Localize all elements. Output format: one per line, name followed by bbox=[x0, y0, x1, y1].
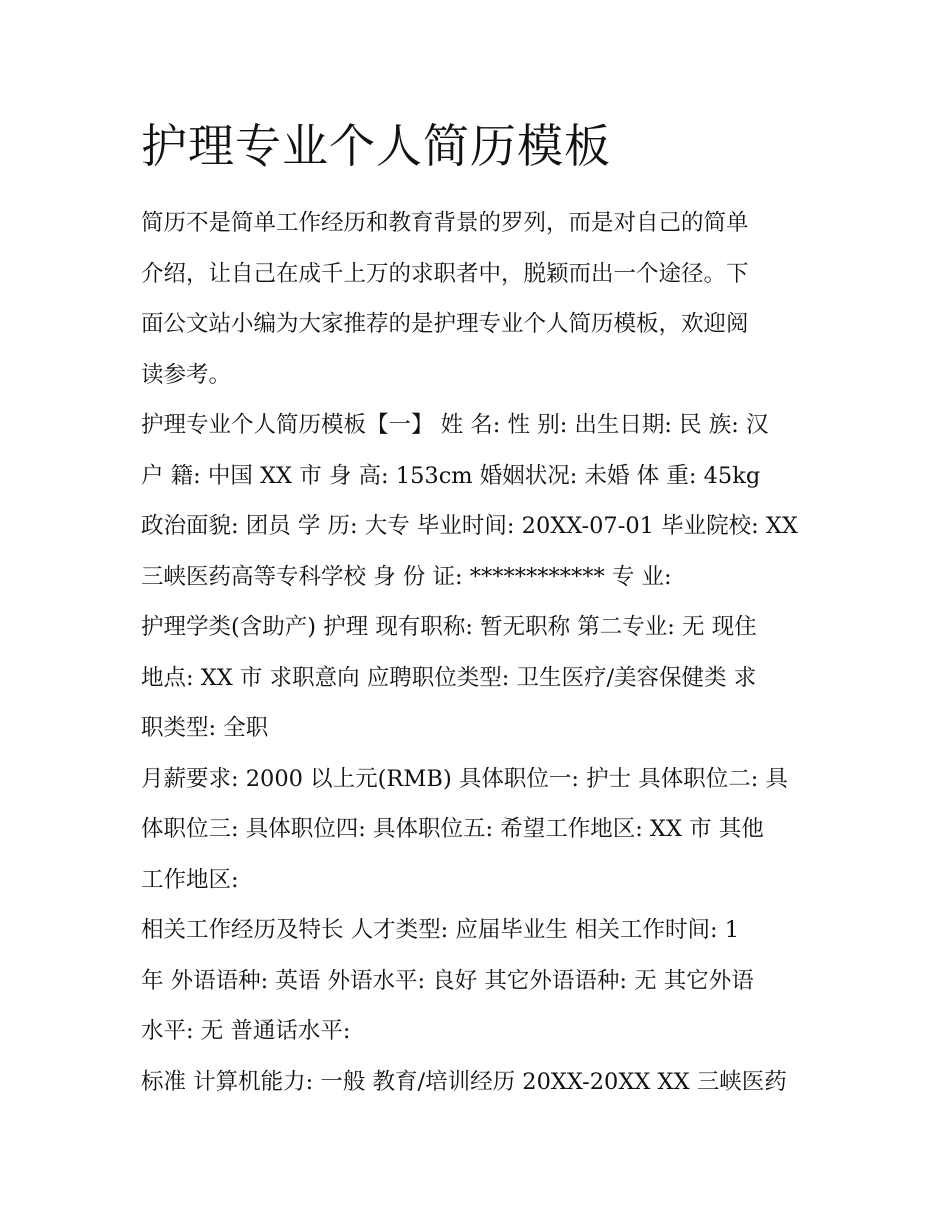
text-line: 体职位三: 具体职位四: 具体职位五: 希望工作地区: XX 市 其他 bbox=[141, 816, 764, 842]
text-line: 地点: XX 市 求职意向 应聘职位类型: 卫生医疗/美容保健类 求 bbox=[141, 664, 757, 691]
basic-info-paragraph bbox=[141, 400, 821, 501]
text-line: 护理学类(含助产) 护理 现有职称: 暂无职称 第二专业: 无 现住 bbox=[141, 614, 757, 640]
text-line: 简历不是简单工作经历和教育背景的罗列，而是对自己的简单 bbox=[141, 210, 749, 236]
document-title: 护理专业个人简历模板 bbox=[141, 119, 611, 173]
text-line: 面公文站小编为大家推荐的是护理专业个人简历模板，欢迎阅 bbox=[141, 311, 749, 337]
text-line: 介绍，让自己在成千上万的求职者中，脱颖而出一个途径。下 bbox=[141, 260, 749, 287]
skills-training-paragraph bbox=[141, 1057, 821, 1108]
intro-paragraph bbox=[141, 198, 821, 400]
text-line: 工作地区: bbox=[141, 866, 239, 893]
document-page bbox=[141, 112, 821, 1107]
text-line: 护理专业个人简历模板【一】 姓 名: 性 别: 出生日期: 民 族: 汉 bbox=[141, 412, 769, 438]
experience-language-paragraph bbox=[141, 905, 821, 1057]
text-line: 月薪要求: 2000 以上元(RMB) 具体职位一: 护士 具体职位二: 具 bbox=[141, 765, 788, 792]
major-intent-paragraph bbox=[141, 602, 821, 754]
text-line: 读参考。 bbox=[141, 361, 232, 388]
text-line: 职类型: 全职 bbox=[141, 715, 269, 741]
text-line: 户 籍: 中国 XX 市 身 高: 153cm 婚姻状况: 未婚 体 重: 45kg bbox=[141, 462, 761, 489]
text-line: 三峡医药高等专科学校 身 份 证: ************ 专 业: bbox=[141, 563, 672, 590]
text-line: 年 外语语种: 英语 外语水平: 良好 其它外语语种: 无 其它外语 bbox=[141, 967, 754, 994]
education-info-paragraph bbox=[141, 501, 821, 602]
text-line: 政治面貌: 团员 学 历: 大专 毕业时间: 20XX-07-01 毕业院校: XX bbox=[141, 513, 798, 539]
text-line: 水平: 无 普通话水平: bbox=[141, 1018, 351, 1044]
text-line: 相关工作经历及特长 人才类型: 应届毕业生 相关工作时间: 1 bbox=[141, 917, 740, 943]
text-line: 标准 计算机能力: 一般 教育/培训经历 20XX-20XX XX 三峡医药 bbox=[141, 1068, 787, 1095]
salary-position-paragraph bbox=[141, 754, 821, 906]
